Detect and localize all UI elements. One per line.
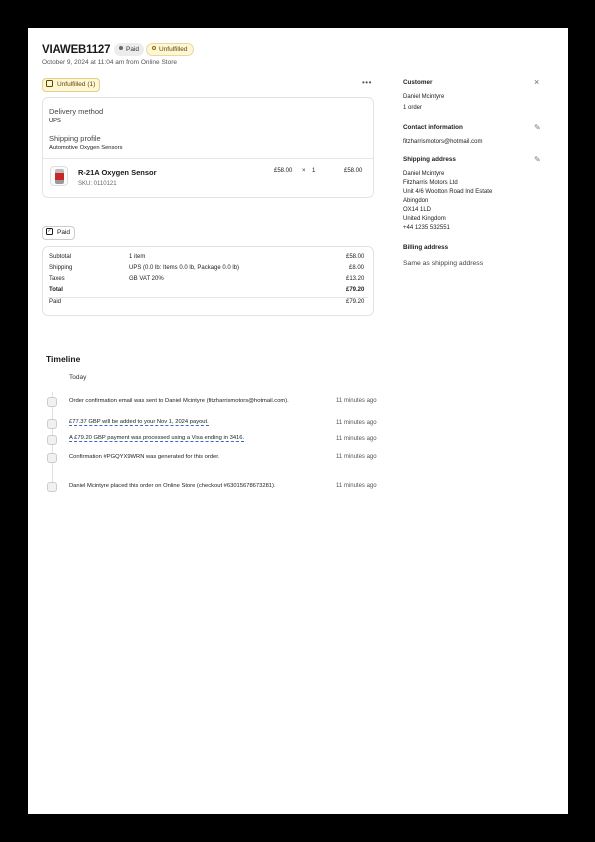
more-actions-button[interactable]: ••• [362,78,372,87]
payment-row-desc: 1 item [129,254,146,260]
shipping-profile-label: Shipping profile [49,134,101,143]
close-icon[interactable]: × [534,77,540,87]
payment-row-amount: £13.20 [346,276,365,282]
divider [43,158,373,159]
timeline-event-time: 11 minutes ago [336,420,377,426]
payment-row-label: Taxes [49,276,65,282]
timeline-event-text[interactable]: £77.37 GBP will be added to your Nov 1, 2024 payout. [69,419,209,425]
timeline-event-checkbox[interactable] [47,453,57,463]
customer-name[interactable]: Daniel Mcintyre [403,94,445,100]
fulfillment-status-badge: Unfulfilled [146,43,194,56]
timeline-event-time: 11 minutes ago [336,454,377,460]
product-price: £58.00 [274,168,293,174]
timeline-event-time: 11 minutes ago [336,436,377,442]
payment-paid-amount: £79.20 [346,299,365,305]
order-title: VIAWEB1127 [42,44,111,56]
shipping-address-line: Daniel Mcintyre [403,171,445,177]
payment-row-amount: £58.00 [346,254,365,260]
payment-total-amount: £79.20 [346,287,365,293]
shipping-address-line: OX14 1LD [403,207,432,213]
timeline-event-checkbox[interactable] [47,397,57,407]
edit-contact-icon[interactable]: ✎ [534,123,541,132]
timeline-event-checkbox[interactable] [47,419,57,429]
shipping-address-heading: Shipping address [403,156,456,163]
payment-row-label: Subtotal [49,254,72,260]
status-dot-icon [119,46,123,50]
timeline-event-checkbox[interactable] [47,482,57,492]
divider [48,297,368,298]
product-thumbnail [50,166,68,186]
billing-address-heading: Billing address [403,244,449,251]
timeline-title: Timeline [46,354,81,364]
contact-info-heading: Contact information [403,124,463,131]
shipping-address-line: +44 1235 532551 [403,225,450,231]
billing-address-text: Same as shipping address [403,260,484,267]
customer-heading: Customer [403,79,433,86]
customer-orders[interactable]: 1 order [403,105,423,111]
timeline-day: Today [69,374,87,381]
shipping-address-line: United Kingdom [403,216,446,222]
timeline-event-text: Daniel Mcintyre placed this order on Online Store (checkout #63015678673281). [69,483,276,489]
edit-shipping-icon[interactable]: ✎ [534,155,541,164]
product-sku: SKU: 0110121 [78,181,117,187]
payment-paid-label: Paid [49,299,62,305]
payment-row-desc: UPS (0.0 lb: Items 0.0 lb, Package 0.0 lb) [129,265,240,271]
payment-row-amount: £8.00 [349,265,365,271]
paid-pill: ✓ Paid [42,226,75,240]
shipping-profile-value: Automotive Oxygen Sensors [49,145,123,151]
payment-total-label: Total [49,287,63,293]
payment-status-badge: Paid [114,43,144,56]
payment-row-desc: GB VAT 20% [129,276,164,282]
times-sign: × [302,168,306,174]
shipping-address-line: Fitzharris Motors Ltd [403,180,458,186]
product-quantity: 1 [312,168,316,174]
payment-card [42,246,374,316]
timeline-event-time: 11 minutes ago [336,483,377,489]
timeline-event-text: Order confirmation email was sent to Daniel Mcintyre (fitzharrismotors@hotmail.com). [69,398,289,404]
order-page [28,28,568,814]
order-subtitle: October 9, 2024 at 11:04 am from Online Store [42,59,178,66]
timeline-event-text: Confirmation #PGQYX9WRN was generated for this order. [69,454,220,460]
payment-row-label: Shipping [49,265,73,271]
product-name[interactable]: R-21A Oxygen Sensor [78,168,157,177]
shipping-address-line: Unit 4/6 Wootton Road Ind Estate [403,189,493,195]
status-ring-icon [152,46,156,50]
check-icon: ✓ [47,227,52,234]
delivery-method-label: Delivery method [49,107,104,116]
package-icon [46,80,53,87]
product-total: £58.00 [344,168,363,174]
timeline-event-time: 11 minutes ago [336,398,377,404]
customer-email[interactable]: fitzharrismotors@hotmail.com [403,139,483,145]
delivery-method-value: UPS [49,118,61,124]
shipping-address-line: Abingdon [403,198,429,204]
timeline-event-text[interactable]: A £79.20 GBP payment was processed using a Visa ending in 3416. [69,435,245,441]
timeline-event-checkbox[interactable] [47,435,57,445]
unfulfilled-pill: Unfulfilled (1) [42,78,100,92]
